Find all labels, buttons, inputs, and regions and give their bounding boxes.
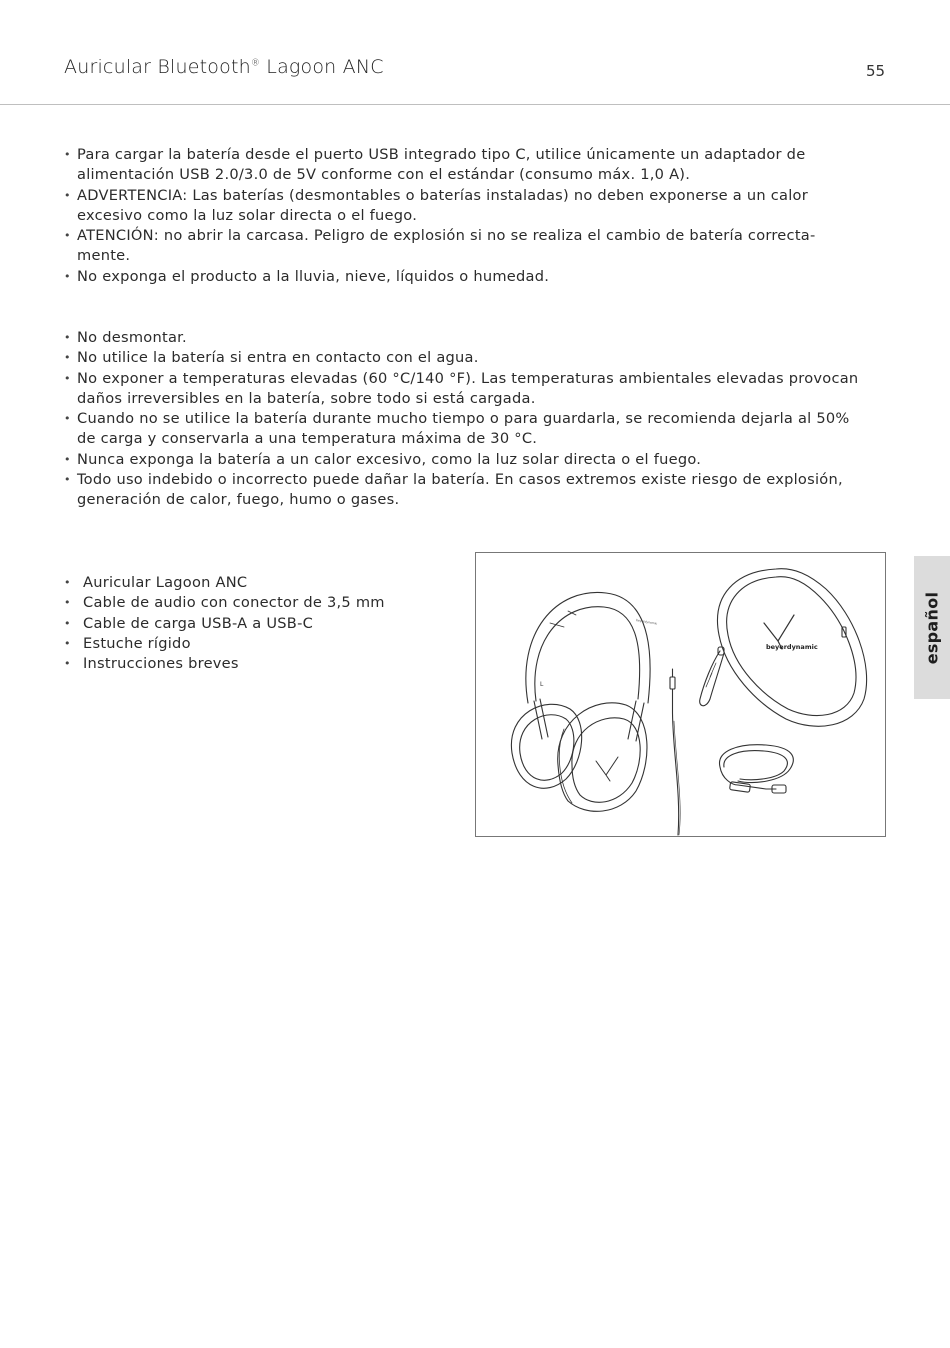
list-item: • No desmontar. [64, 328, 868, 348]
headphones-illustration [511, 592, 658, 811]
list-item: • Cable de audio con conector de 3,5 mm [64, 593, 424, 613]
earcup-side-label: L [540, 681, 544, 688]
hard-case-illustration [700, 569, 867, 727]
list-item: • Cable de carga USB-A a USB-C [64, 614, 424, 634]
package-contents-list [64, 573, 424, 674]
case-logo-text: beyerdynamic [766, 643, 818, 651]
header-divider [0, 104, 950, 105]
language-tab-label: español [922, 591, 942, 664]
list-item: • ATENCIÓN: no abrir la carcasa. Peligro de explosión si no se realiza el cambio de batería correcta-mente. [64, 226, 864, 267]
list-item: • Para cargar la batería desde el puerto USB integrado tipo C, utilice únicamente un adaptador de alimentación USB 2.0/3.0 de 5V conforme con el estándar (consumo máx. 1,0 A). [64, 145, 864, 186]
usb-cable-illustration [720, 745, 794, 793]
page-title [64, 56, 384, 78]
list-item: • Nunca exponga la batería a un calor excesivo, como la luz solar directa o el fuego. [64, 450, 868, 470]
list-item: • Instrucciones breves [64, 654, 424, 674]
list-item: • ADVERTENCIA: Las baterías (desmontables o baterías instaladas) no deben exponerse a un calor excesivo como la luz solar directa o el fuego. [64, 186, 864, 227]
page-title-main: Auricular Bluetooth [64, 56, 251, 78]
list-item: • Auricular Lagoon ANC [64, 573, 424, 593]
list-item: • No exponer a temperaturas elevadas (60 °C/140 °F). Las temperaturas ambientales elevadas provocan daños irreversibles en la batería, sobre todo si está cargada. [64, 369, 868, 410]
list-item: • Cuando no se utilice la batería durante mucho tiempo o para guardarla, se recomienda dejarla al 50% de carga y conservarla a una temperatura máxima de 30 °C. [64, 409, 868, 450]
package-contents-figure [475, 552, 886, 837]
list-item: • Todo uso indebido o incorrecto puede dañar la batería. En casos extremos existe riesgo de explosión, generación de calor, fuego, humo o gases. [64, 470, 868, 511]
battery-list [64, 328, 868, 511]
language-tab [914, 556, 950, 699]
svg-text:beyerdynamic: beyerdynamic [635, 618, 658, 626]
page-number: 55 [866, 62, 886, 80]
list-item: • No utilice la batería si entra en contacto con el agua. [64, 348, 868, 368]
registered-mark: ® [250, 58, 261, 69]
page-title-suffix: Lagoon ANC [260, 56, 384, 78]
list-item: • No exponga el producto a la lluvia, nieve, líquidos o humedad. [64, 267, 864, 287]
safety-list [64, 145, 864, 287]
audio-cable-illustration [670, 669, 680, 835]
list-item: • Estuche rígido [64, 634, 424, 654]
